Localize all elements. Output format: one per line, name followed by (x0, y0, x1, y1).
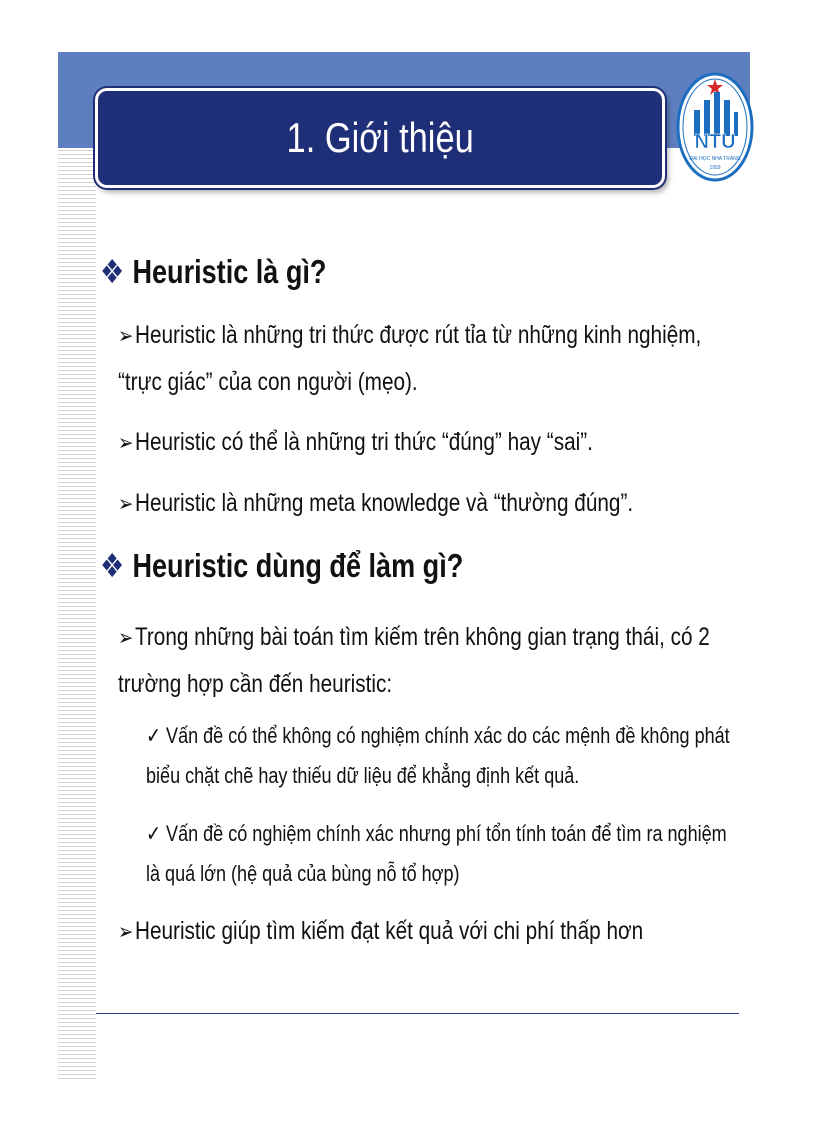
arrow-bullet-icon: ➢ (118, 323, 134, 348)
section-heading-2: ❖ Heuristic dùng để làm gì? (100, 547, 464, 584)
logo-year: 1959 (709, 165, 721, 171)
list-item: ➢Heuristic là những meta knowledge và “thường đúng”. (118, 489, 634, 517)
slide-title: 1. Giới thiệu (286, 114, 474, 161)
list-item: ➢Heuristic là những tri thức được rút tỉa từ những kinh nghiệm, “trực giác” của con người (mẹo). (118, 321, 702, 396)
ntu-logo (674, 70, 756, 184)
arrow-bullet-icon: ➢ (118, 430, 134, 455)
check-bullet-icon: ✓ (146, 821, 162, 846)
arrow-bullet-icon: ➢ (118, 625, 134, 650)
sub-list-item: ✓ Vấn đề có thể không có nghiệm chính xác do các mệnh đề không phát biểu chặt chẽ hay thiếu dữ liệu để khẳng định kết quả. (146, 723, 730, 788)
list-item: ➢Trong những bài toán tìm kiếm trên không gian trạng thái, có 2 trường hợp cần đến heuristic: (118, 623, 710, 698)
arrow-bullet-icon: ➢ (118, 491, 134, 516)
list-item: ➢Heuristic giúp tìm kiếm đạt kết quả với chi phí thấp hơn (118, 917, 644, 945)
sub-list-item: ✓ Vấn đề có nghiệm chính xác nhưng phí tổn tính toán để tìm ra nghiệm là quá lớn (hệ quả của bùng nỗ tổ hợp) (146, 821, 727, 886)
arrow-bullet-icon: ➢ (118, 919, 134, 944)
logo-text: NTU (694, 131, 736, 153)
diamond-bullet-icon: ❖ (100, 253, 125, 290)
check-bullet-icon: ✓ (146, 723, 162, 748)
footer-divider (96, 1013, 739, 1014)
left-decorative-stripes (58, 150, 96, 1080)
diamond-bullet-icon: ❖ (100, 547, 125, 584)
list-item: ➢Heuristic có thể là những tri thức “đúng” hay “sai”. (118, 428, 593, 456)
logo-subtitle: ĐẠI HỌC NHA TRANG (689, 156, 741, 162)
section-heading-1: ❖ Heuristic là gì? (100, 253, 327, 290)
title-banner (95, 88, 665, 188)
